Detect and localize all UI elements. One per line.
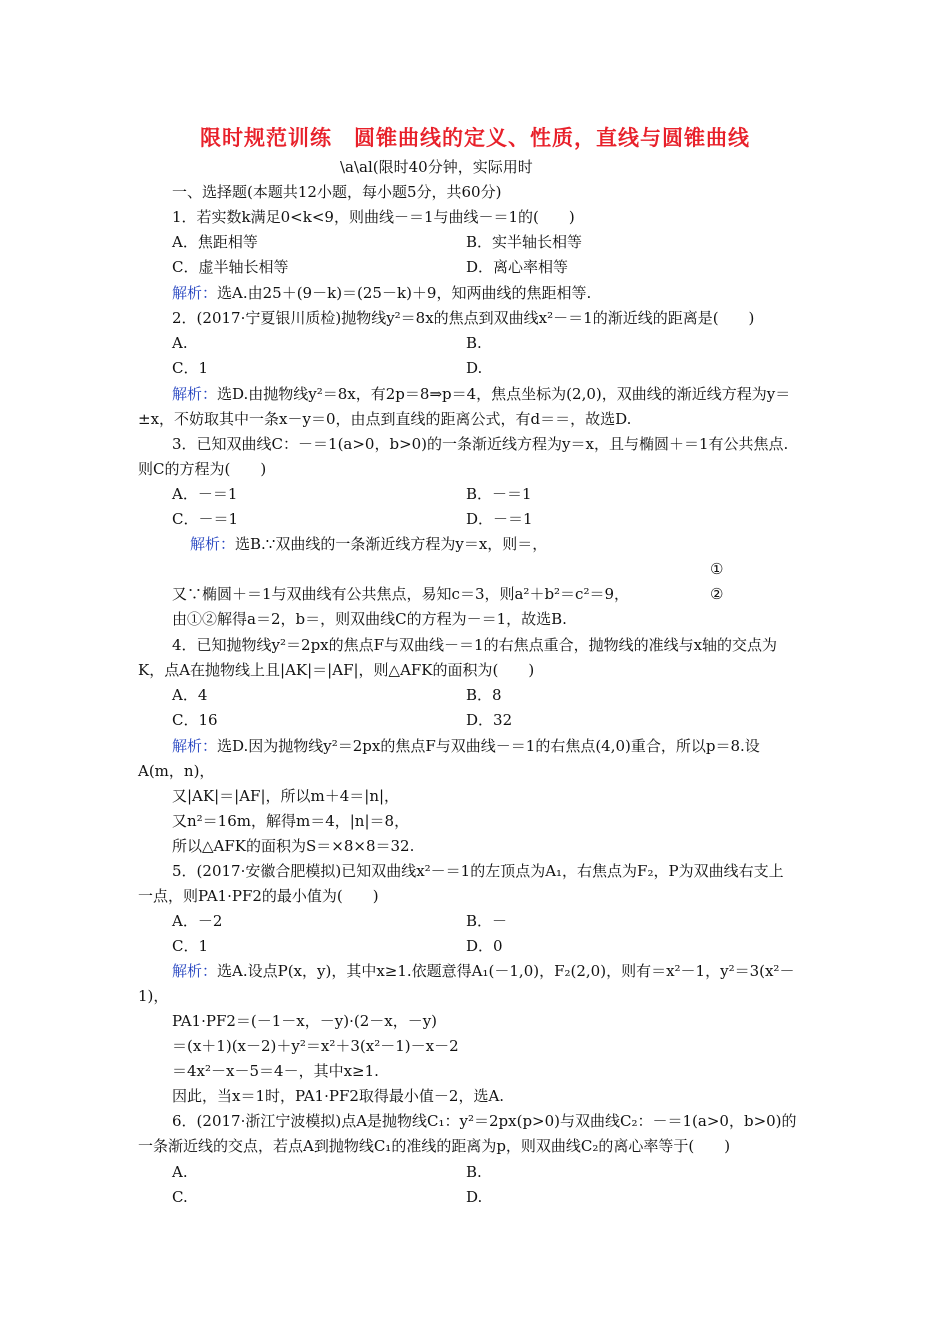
analysis-label: 解析： — [172, 284, 218, 302]
question-6-cont: 一条渐近线的交点，若点A到抛物线C₁的准线的距离为p，则双曲线C₂的离心率等于( ) — [138, 1137, 731, 1155]
q3-analysis-line3: 由①②解得a＝2，b＝，则双曲线C的方程为－＝1，故选B. — [172, 610, 567, 628]
q2-option-d: D. — [466, 359, 483, 377]
q6-option-d: D. — [466, 1188, 483, 1206]
analysis-text: 选A.设点P(x，y)，其中x≥1.依题意得A₁(－1,0)，F₂(2,0)，则有＝x²－1，y²＝3(x²－ — [217, 962, 795, 980]
q2-option-c: C．1 — [172, 359, 209, 377]
analysis-text: 选D.由抛物线y²＝8x，有2p＝8⇒p＝4，焦点坐标为(2,0)，双曲线的渐近线方程为y＝ — [217, 385, 791, 403]
q1-option-a: A．焦距相等 — [172, 233, 258, 251]
q2-analysis — [172, 384, 790, 404]
q2-option-a: A. — [172, 334, 188, 352]
q2-option-b: B. — [466, 334, 482, 352]
question-5-cont: 一点，则PA1·PF2的最小值为( ) — [138, 887, 379, 905]
question-4-cont: K，点A在抛物线上且|AK|＝|AF|，则△AFK的面积为( ) — [138, 661, 535, 679]
q4-analysis-line4: 又n²＝16m，解得m＝4，|n|＝8， — [172, 812, 410, 830]
q6-option-b: B. — [466, 1163, 482, 1181]
question-4: 4．已知抛物线y²＝2px的焦点F与双曲线－＝1的右焦点重合，抛物线的准线与x轴的交点为 — [172, 636, 778, 654]
analysis-label: 解析： — [172, 385, 218, 403]
q2-analysis-cont: ±x，不妨取其中一条x－y＝0，由点到直线的距离公式，有d＝＝，故选D. — [138, 410, 632, 428]
q1-option-c: C．虚半轴长相等 — [172, 258, 289, 276]
q4-analysis-line5: 所以△AFK的面积为S＝×8×8＝32. — [172, 837, 415, 855]
q5-analysis — [172, 961, 794, 981]
question-1: 1．若实数k满足0<k<9，则曲线－＝1与曲线－＝1的( ) — [172, 208, 575, 226]
q1-option-b: B．实半轴长相等 — [466, 233, 583, 251]
q5-option-c: C．1 — [172, 937, 209, 955]
question-5: 5．(2017·安徽合肥模拟)已知双曲线x²－＝1的左顶点为A₁，右焦点为F₂，P为双曲线右支上 — [172, 862, 784, 880]
q4-option-b: B．8 — [466, 686, 502, 704]
analysis-label: 解析： — [172, 737, 218, 755]
q5-analysis-line5: ＝4x²－x－5＝4－，其中x≥1. — [172, 1062, 379, 1080]
time-limit-line: \a\al(限时40分钟，实际用时 — [340, 158, 533, 176]
q1-analysis — [172, 283, 591, 303]
equation-marker-2: ② — [710, 585, 724, 603]
q6-option-a: A. — [172, 1163, 188, 1181]
q4-option-a: A．4 — [172, 686, 208, 704]
analysis-text: 选D.因为抛物线y²＝2px的焦点F与双曲线－＝1的右焦点(4,0)重合，所以p＝8.设 — [217, 737, 760, 755]
equation-marker-1: ① — [710, 560, 724, 578]
q3-analysis-line2: 又∵椭圆＋＝1与双曲线有公共焦点，易知c＝3，则a²＋b²＝c²＝9， — [172, 585, 630, 603]
q5-analysis-line3: PA1·PF2＝(－1－x，－y)·(2－x，－y) — [172, 1012, 438, 1030]
analysis-text: 选A.由25＋(9－k)＝(25－k)＋9，知两曲线的焦距相等. — [217, 284, 592, 302]
analysis-label: 解析： — [190, 535, 236, 553]
q5-analysis-line4: ＝(x＋1)(x－2)＋y²＝x²＋3(x²－1)－x－2 — [172, 1037, 459, 1055]
analysis-label: 解析： — [172, 962, 218, 980]
document-title: 限时规范训练 圆锥曲线的定义、性质，直线与圆锥曲线 — [200, 126, 750, 150]
q5-option-a: A．－2 — [172, 912, 223, 930]
q5-analysis-line6: 因此，当x＝1时，PA1·PF2取得最小值－2，选A. — [172, 1087, 505, 1105]
q3-option-a: A．－＝1 — [172, 485, 238, 503]
q3-option-c: C．－＝1 — [172, 510, 239, 528]
q6-option-c: C. — [172, 1188, 188, 1206]
q5-option-b: B．－ — [466, 912, 508, 930]
q3-analysis — [190, 534, 547, 554]
q4-analysis-line3: 又|AK|＝|AF|，所以m＋4＝|n|， — [172, 787, 400, 805]
q4-analysis — [172, 736, 760, 756]
q3-option-d: D．－＝1 — [466, 510, 533, 528]
q5-analysis-cont: 1)， — [138, 987, 169, 1005]
q4-option-c: C．16 — [172, 711, 218, 729]
analysis-text: 选B.∵双曲线的一条渐近线方程为y＝x，则＝， — [235, 535, 548, 553]
q5-option-d: D．0 — [466, 937, 503, 955]
q3-option-b: B．－＝1 — [466, 485, 532, 503]
q4-option-d: D．32 — [466, 711, 513, 729]
section-heading: 一、选择题(本题共12小题，每小题5分，共60分) — [172, 183, 502, 201]
question-3-cont: 则C的方程为( ) — [138, 460, 267, 478]
question-2: 2．(2017·宁夏银川质检)抛物线y²＝8x的焦点到双曲线x²－＝1的渐近线的距离是( ) — [172, 309, 755, 327]
q1-option-d: D．离心率相等 — [466, 258, 569, 276]
question-6: 6．(2017·浙江宁波模拟)点A是抛物线C₁：y²＝2px(p>0)与双曲线C₂：－＝1(a>0，b>0)的 — [172, 1112, 797, 1130]
question-3: 3．已知双曲线C：－＝1(a>0，b>0)的一条渐近线方程为y＝x，且与椭圆＋＝1有公共焦点. — [172, 435, 789, 453]
q4-analysis-cont: A(m，n)， — [138, 762, 215, 780]
